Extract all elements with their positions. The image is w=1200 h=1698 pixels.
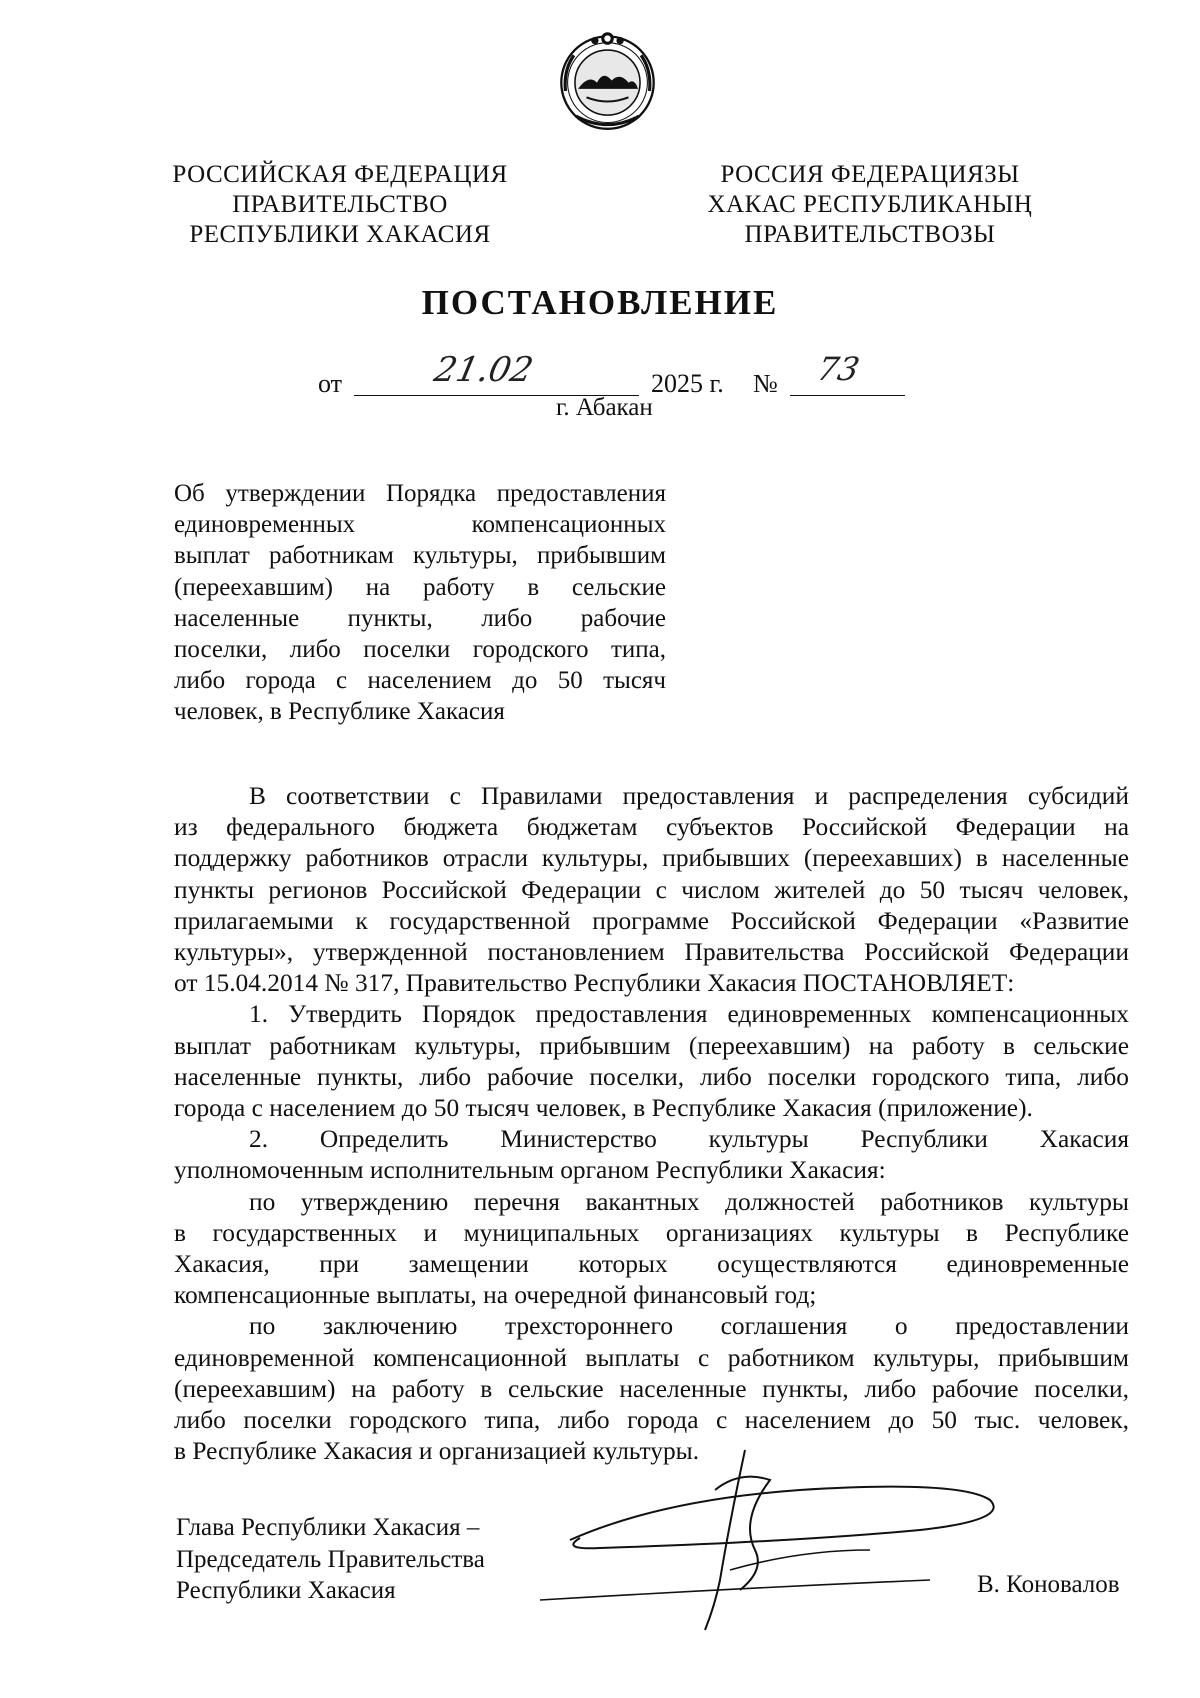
number-underline xyxy=(790,395,905,396)
body-line: по утверждению перечня вакантных должностей работников культуры xyxy=(249,1187,1129,1216)
subject-line: Об утверждении Порядка предоставления xyxy=(174,480,666,507)
signatory-position xyxy=(176,1512,485,1607)
date-handwritten: 21.02 xyxy=(430,350,537,390)
body-line: населенные пункты, либо рабочие поселки, либо поселки городского типа, либо xyxy=(174,1062,1129,1091)
number-handwritten: 73 xyxy=(813,350,863,388)
subject-line: поселки, либо поселки городского типа, xyxy=(174,636,666,664)
signatory-position-line: Глава Республики Хакасия – xyxy=(176,1514,480,1541)
signatory-name: В. Коновалов xyxy=(977,1571,1120,1598)
document-body xyxy=(174,781,1129,1467)
body-line: в государственных и муниципальных организациях культуры в Республике xyxy=(174,1218,1129,1247)
body-line: города с населением до 50 тысяч человек, в Республике Хакасия (приложение). xyxy=(174,1094,1033,1123)
body-line: (переехавшим) на работу в сельские населенные пункты, либо рабочие поселки, xyxy=(174,1374,1129,1403)
coat-of-arms-emblem xyxy=(555,28,660,133)
body-line: компенсационные выплаты, на очередной финансовый год; xyxy=(174,1281,817,1310)
subject-line: человек, в Республике Хакасия xyxy=(174,698,505,726)
header-right-line-2: ХАКАС РЕСПУБЛИКАНЫҢ xyxy=(707,191,1033,218)
city: г. Абакан xyxy=(556,394,653,421)
body-line: прилагаемыми к государственной программе Российской Федерации «Развитие xyxy=(174,906,1129,935)
header-left-line-3: РЕСПУБЛИКИ ХАКАСИЯ xyxy=(189,221,491,248)
body-line: выплат работникам культуры, прибывшим (переехавшим) на работу в сельские xyxy=(174,1031,1129,1060)
body-line: либо поселки городского типа, либо города с населением до 50 тыс. человек, xyxy=(174,1406,1129,1435)
subject-line: (переехавшим) на работу в сельские xyxy=(174,573,666,601)
body-line: по заключению трехстороннего соглашения о предоставлении xyxy=(249,1312,1129,1341)
subject-line: либо города с населением до 50 тысяч xyxy=(174,667,666,695)
body-line: культуры», утвержденной постановлением Правительства Российской Федерации xyxy=(174,938,1129,967)
date-from-label: от xyxy=(318,369,343,398)
document-type-title: ПОСТАНОВЛЕНИЕ xyxy=(421,283,779,322)
body-line: в Республике Хакасия и организацией культуры. xyxy=(174,1437,700,1466)
subject-line: единовременных компенсационных xyxy=(174,511,666,539)
header-left-line-2: ПРАВИТЕЛЬСТВО xyxy=(232,191,448,218)
body-line: Хакасия, при замещении которых осуществляются единовременные xyxy=(174,1250,1129,1279)
header-right-khakas xyxy=(690,160,1050,250)
subject-line: выплат работникам культуры, прибывшим xyxy=(174,542,666,570)
signatory-position-line: Республики Хакасия xyxy=(176,1577,396,1604)
header-left-ru xyxy=(165,160,515,250)
header-left-line-1: РОССИЙСКАЯ ФЕДЕРАЦИЯ xyxy=(172,161,508,188)
date-year: 2025 г. xyxy=(651,369,724,398)
subject-line: населенные пункты, либо рабочие xyxy=(174,604,666,632)
body-line: В соответствии с Правилами предоставления и распределения субсидий xyxy=(249,782,1129,810)
body-line: уполномоченным исполнительным органом Республики Хакасия: xyxy=(174,1156,886,1185)
body-line: поддержку работников отрасли культуры, прибывших (переехавших) в населенные xyxy=(174,844,1129,873)
body-line: пункты регионов Российской Федерации с числом жителей до 50 тысяч человек, xyxy=(174,875,1129,904)
number-label: № xyxy=(753,369,778,398)
document-subject xyxy=(174,478,666,728)
header-right-line-1: РОССИЯ ФЕДЕРАЦИЯЗЫ xyxy=(720,161,1020,188)
body-line: 2. Определить Министерство культуры Республики Хакасия xyxy=(249,1125,1129,1154)
body-line: от 15.04.2014 № 317, Правительство Республики Хакасия ПОСТАНОВЛЯЕТ: xyxy=(174,969,1015,998)
body-line: 1. Утвердить Порядок предоставления единовременных компенсационных xyxy=(249,1000,1129,1029)
header-right-line-3: ПРАВИТЕЛЬСТВОЗЫ xyxy=(744,221,996,248)
body-line: из федерального бюджета бюджетам субъектов Российской Федерации на xyxy=(174,813,1129,842)
handwritten-signature xyxy=(540,1430,1020,1640)
signatory-position-line: Председатель Правительства xyxy=(176,1545,485,1573)
body-line: единовременной компенсационной выплаты с работником культуры, прибывшим xyxy=(174,1343,1129,1372)
